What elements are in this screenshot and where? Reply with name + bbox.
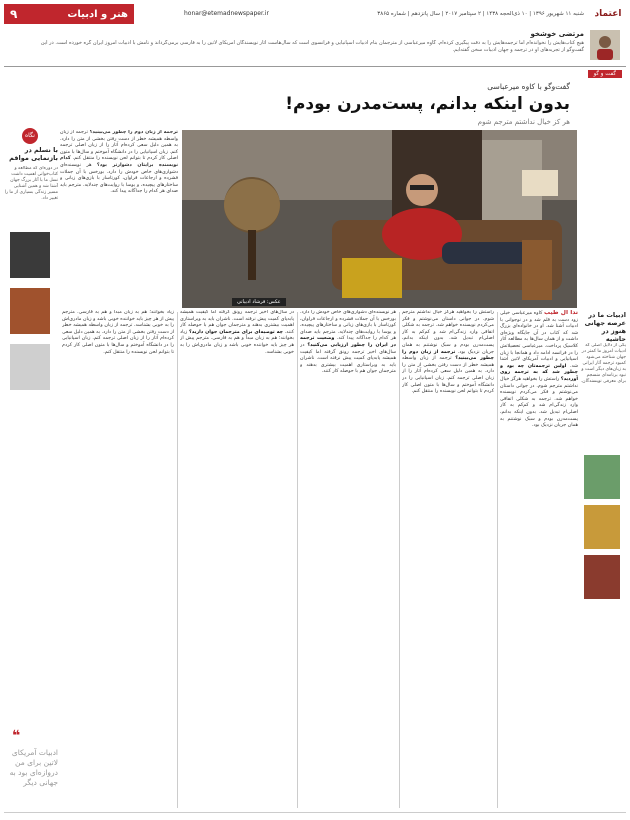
- question: وضعیت ترجمه در ایران را چطور ارزیابی می‌کنید؟: [300, 336, 396, 348]
- book-cover-image: [10, 232, 50, 278]
- sidebar-badge: نگاه: [22, 128, 38, 144]
- article-kicker: گفت‌وگو با کاوه میرعباسی: [487, 82, 570, 91]
- pull-quote: ادبیات آمریکای لاتین برای من دروازه‌ای بود به جهانی دیگر: [9, 748, 58, 787]
- answer: ترجمه از زبان واسطه همیشه خطر از دست رفتن بخشی از متن را دارد. به همین دلیل سعی کرده‌ام آثار را از زبان اصلی ترجمه کنم. زبان اسپانیایی را در دانشگاه آموختم و سال‌ها با متون اصلی کار کردم تا بتوانم لحن نویسنده را منتقل کنم.: [60, 130, 178, 162]
- question: کدام نویسنده برایتان دشوارتر بود؟: [60, 156, 178, 168]
- question: اولین ترجمه‌تان چه بود و چطور شد که به ترجمه روی آوردید؟: [500, 363, 578, 382]
- divider: [4, 66, 626, 67]
- book-cover-image: [10, 288, 50, 334]
- answer: در سال‌های اخیر ترجمه رونق گرفته اما کیفیت همیشه پابه‌پای کمیت پیش نرفته است. ناشران باید به ویراستاری اهمیت بیشتری بدهند و مترجمان جوان هم با حوصله کار کنند.: [300, 342, 396, 375]
- sidebar-text: یکی از دلایل اصلی که ادبیات امروز ما کمتر در جهان شناخته می‌شود کمبود ترجمه آثار ایرانی به زبان‌های دیگر است و نبود برنامه‌ای منسجم برای معرفی نویسندگان.: [580, 343, 626, 384]
- column-divider: [177, 312, 178, 808]
- section-header: [4, 4, 134, 24]
- article-column: [60, 130, 178, 308]
- photo-credit: عکس: فرشاد ادبیاتی: [232, 298, 286, 306]
- intro-text: هیچ کتاب‌هایش را نخوانده‌ام اما ترجمه‌هایش را به دقت پیگیری کرده‌ام. گاوه میرعباسی از مترجمان بنام ادبیات اسپانیایی و فرانسوی است که سال‌هاست آثار نویسندگان آمریکای لاتین را به فارسی برمی‌گرداند و نامش با ادبیات امروز ایران گره خورده است. در این گفت‌وگو از تجربه‌های او در ترجمه و جهان ادبیات سخن گفته‌ایم.: [40, 40, 584, 53]
- book-cover-image: [584, 505, 620, 549]
- article-column: [402, 310, 494, 810]
- intro-box: [4, 28, 626, 64]
- top-bar: [4, 4, 626, 24]
- article-column: [62, 310, 174, 810]
- answer: راستش را بخواهید هرگز خیال نداشتم مترجم شوم. در جوانی داستان می‌نوشتم و فکر می‌کردم نویسنده خواهم شد. ترجمه به شکلی اتفاقی وارد زندگی‌ام شد و کم‌کم به کار اصلی‌ام تبدیل شد. بدون اینکه بدانم، پست‌مدرن بودم و سبک نوشتنم به همان جریان نزدیک بود.: [402, 310, 494, 355]
- interview-photo-image: [182, 130, 577, 308]
- book-cover-image: [584, 555, 620, 599]
- book-cover-image: [10, 344, 50, 390]
- column-divider: [497, 312, 498, 808]
- answer: ترجمه از زبان واسطه همیشه خطر از دست رفتن بخشی از متن را دارد. به همین دلیل سعی کرده‌ام آثار را از زبان اصلی ترجمه کنم. زبان اسپانیایی را در دانشگاه آموختم و سال‌ها با متون اصلی کار کردم تا بتوانم لحن نویسنده را منتقل کنم.: [62, 323, 174, 355]
- right-sidebar: [580, 305, 626, 765]
- section-title: هنر و ادبیات: [67, 8, 128, 20]
- left-sidebar: [4, 128, 58, 818]
- byline: ندا آل طیب: [544, 310, 578, 316]
- article-subhead: هر کز خیال نداشتم مترجم شوم: [477, 118, 570, 126]
- answer: زیاد بخوانند؛ هم به زبان مبدأ و هم به فارسی. مترجم پیش از هر چیز باید خواننده خوبی باشد و زبان مادری‌اش را به خوبی بشناسد.: [180, 329, 294, 355]
- author-portrait-icon: [590, 30, 620, 60]
- article-column: [300, 310, 396, 810]
- article-column: [180, 310, 294, 810]
- category-tag: گفت و گو: [588, 70, 622, 78]
- issue-info: شنبه ۱۱ شهریور ۱۳۹۶ | ۱۰ ذی‌الحجه ۱۴۳۸ | ۲ سپتامبر ۲۰۱۷ | سال پانزدهم | شماره ۳۸۶۵: [377, 11, 584, 17]
- interview-photo: [182, 130, 577, 308]
- intro-author: مرتضی خوشخو: [530, 30, 584, 38]
- sidebar-text: در دوره‌ای که مطالعه و کتاب‌خوانی اهمیت داشت نسل ما با آثار بزرگ جهان آشنا شد و همین آشنایی مسیر زندگی بسیاری از ما را تغییر داد.: [4, 166, 58, 201]
- article-column: [500, 310, 578, 810]
- author-avatar: [590, 30, 620, 60]
- newspaper-logo: اعتماد: [594, 9, 622, 19]
- answer: هر نویسنده‌ای دشواری‌های خاص خودش را دارد. بورخس با آن جملات فشرده و ارجاعات فراوان، کورتاسار با بازی‌های زبانی و ساختارهای پیچیده، و یوسا با روایت‌های چندلایه. مترجم باید صدای هر کدام را جداگانه پیدا کند.: [300, 310, 396, 342]
- column-divider: [399, 312, 400, 808]
- answer: راستش را بخواهید هرگز خیال نداشتم مترجم شوم. در جوانی داستان می‌نوشتم و فکر می‌کردم نویسنده خواهم شد. ترجمه به شکلی اتفاقی وارد زندگی‌ام شد و کم‌کم به کار اصلی‌ام تبدیل شد. بدون اینکه بدانم، پست‌مدرن بودم و سبک نوشتنم به همان جریان نزدیک بود.: [500, 376, 578, 429]
- question: ترجمه از زبان دوم را چطور می‌بینید؟: [89, 130, 178, 135]
- answer: هر نویسنده‌ای دشواری‌های خاص خودش را دارد. بورخس با آن جملات فشرده و ارجاعات فراوان، کورتاسار با بازی‌های زبانی و ساختارهای پیچیده، و یوسا با روایت‌های چندلایه. مترجم باید صدای هر کدام را جداگانه پیدا کند.: [60, 162, 178, 195]
- quote-mark-icon: ❝: [12, 728, 21, 744]
- page-footer: [4, 812, 626, 818]
- sidebar-title: با نسلم در بازنمایی مواقم: [9, 146, 58, 162]
- page-number: ۹: [10, 7, 18, 21]
- article-lead: کاوه میرعباسی خیلی زود دست به قلم شد و در نوجوانی با ادبیات آشنا شد. او در خانواده‌ای بزرگ شد که کتاب در آن جایگاه ویژه‌ای داشت و از همان سال‌ها به مطالعه آثار کلاسیک پرداخت. میرعباسی تحصیلاتش را در فرانسه ادامه داد و همانجا با زبان اسپانیایی و ادبیات آمریکای لاتین آشنا شد.: [500, 311, 578, 369]
- answer: در سال‌های اخیر ترجمه رونق گرفته اما کیفیت همیشه پابه‌پای کمیت پیش نرفته است. ناشران باید به ویراستاری اهمیت بیشتری بدهند و مترجمان جوان هم با حوصله کار کنند.: [180, 310, 294, 335]
- question: ترجمه از زبان دوم را چطور می‌بینید؟: [402, 349, 494, 362]
- column-divider: [297, 312, 298, 808]
- sidebar-title: ادبیات ما در عرصه جهانی هنوز در حاشیه: [584, 311, 626, 343]
- article-headline: بدون اینکه بدانم، پست‌مدرن بودم!: [285, 94, 570, 114]
- question: چه توصیه‌ای برای مترجمان جوان دارید؟: [189, 329, 283, 335]
- section-email[interactable]: honar@etemadnewspaper.ir: [184, 10, 269, 17]
- answer: زیاد بخوانند؛ هم به زبان مبدأ و هم به فارسی. مترجم پیش از هر چیز باید خواننده خوبی باشد و زبان مادری‌اش را به خوبی بشناسد.: [62, 310, 174, 329]
- book-cover-image: [584, 455, 620, 499]
- answer: ترجمه از زبان واسطه همیشه خطر از دست رفتن بخشی از متن را دارد. به همین دلیل سعی کرده‌ام آثار را از زبان اصلی ترجمه کنم. زبان اسپانیایی را در دانشگاه آموختم و سال‌ها با متون اصلی کار کردم تا بتوانم لحن نویسنده را منتقل کنم.: [402, 356, 494, 395]
